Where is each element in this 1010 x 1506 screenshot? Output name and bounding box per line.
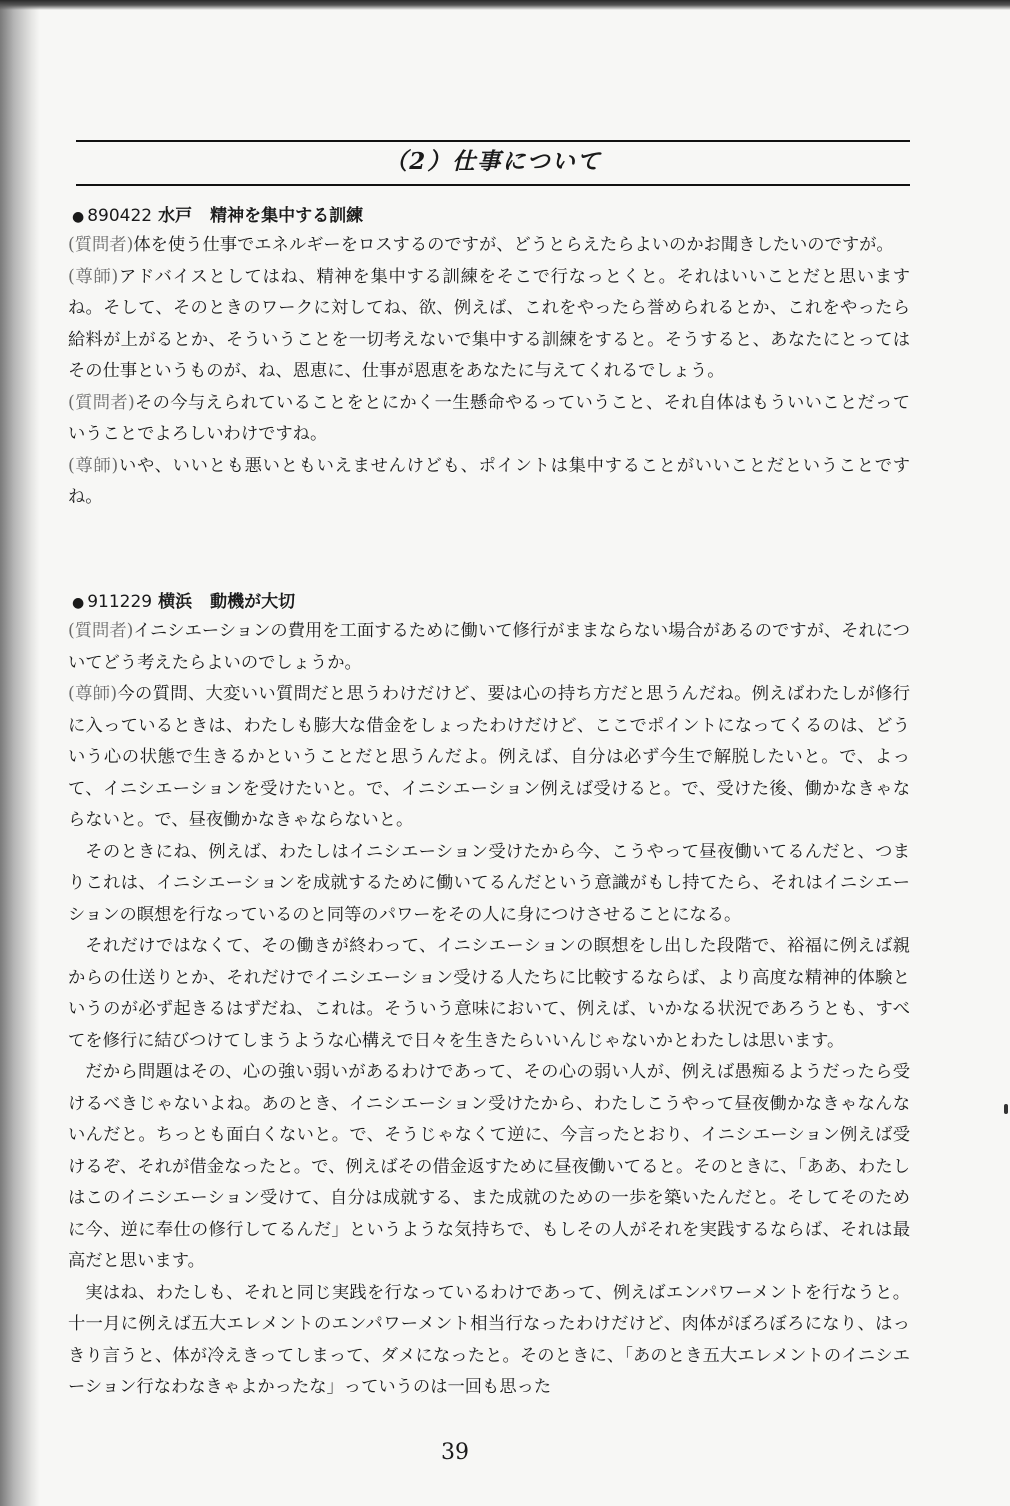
entry-911229 xyxy=(68,588,910,1404)
speaker-label: (質問者) xyxy=(68,235,134,255)
title-rule-bottom xyxy=(76,184,910,186)
scan-top-edge xyxy=(0,0,1010,10)
entry-890422 xyxy=(68,202,910,514)
speaker-label: (質問者) xyxy=(68,621,134,641)
scan-speck xyxy=(1004,1104,1008,1114)
dialogue-paragraph xyxy=(68,616,910,679)
entry-header xyxy=(72,202,910,230)
body-paragraph: そのときにね、例えば、わたしはイニシエーション受けたから今、こうやって昼夜働いてるんだと、つまりこれは、イニシエーションを成就するために働いてるんだという意識がもし持てたら、それはイニシエーションの瞑想を行なっているのと同等のパワーをその人に身につけさせることになる。 xyxy=(68,841,910,925)
paragraph-text: アドバイスとしてはね、精神を集中する訓練をそこで行なっとくと。それはいいことだと思いますね。そして、そのときのワークに対してね、欲、例えば、これをやったら誉められるとか、これをやったら給料が上がるとか、そういうことを一切考えないで集中する訓練をすると。そうすると、あなたにとってはその仕事というものが、ね、恩恵に、仕事が恩恵をあなたに与えてくれるでしょう。 xyxy=(68,266,911,381)
paragraph-text: その今与えられていることをとにかく一生懸命やるっていうこと、それ自体はもういいことだっていうことでよろしいわけですね。 xyxy=(68,392,910,444)
entry-date: 911229 xyxy=(87,592,153,612)
entry-header xyxy=(72,588,910,616)
bullet-icon: ● xyxy=(72,595,85,611)
entry-location: 横浜 xyxy=(158,592,193,612)
binding-shadow xyxy=(0,0,40,1506)
dialogue-paragraph xyxy=(68,451,910,514)
speaker-label: (尊師) xyxy=(68,455,119,476)
entry-title: 動機が大切 xyxy=(210,592,296,612)
paragraph-text: 今の質問、大変いい質問だと思うわけだけど、要は心の持ち方だと思うんだね。例えばわたしが修行に入っているときは、わたしも膨大な借金をしょったわけだけど、ここでポイントになってくるのは、どういう心の状態で生きるかということだと思うんだよ。例えば、自分は必ず今生で解脱したいと。で、よって、イニシエーションを受けたいと。で、イニシエーション例えば受けると。で、受けた後、働かなきゃならないと。で、昼夜働かなきゃならないと。 xyxy=(68,684,911,830)
dialogue-paragraph xyxy=(68,679,910,837)
body-paragraph: だから問題はその、心の強い弱いがあるわけであって、その心の弱い人が、例えば愚痴るようだったら受けるべきじゃないよね。あのとき、イニシエーション受けたから、わたしこうやって昼夜働かなきゃなんないんだと。ちっとも面白くないと。で、そうじゃなくて逆に、今言ったとおり、イニシエーション例えば受けるぞ、それが借金なったと。で、例えばその借金返すために昼夜働いてると。そのときに、「ああ、わたしはこのイニシエーション受けて、自分は成就する、また成就のための一歩を築いたんだと。そしてそのために今、逆に奉仕の修行してるんだ」というような気持ちで、もしその人がそれを実践するならば、それは最高だと思います。 xyxy=(68,1062,910,1271)
speaker-label: (尊師) xyxy=(68,266,119,287)
bullet-icon: ● xyxy=(72,209,85,225)
speaker-label: (質問者) xyxy=(68,392,135,413)
dialogue-paragraph xyxy=(68,388,910,451)
dialogue-paragraph xyxy=(68,230,910,262)
paragraph-text: 体を使う仕事でエネルギーをロスするのですが、どうとらえたらよいのかお聞きしたいのですが。 xyxy=(133,235,894,255)
paragraph-text: いや、いいとも悪いともいえませんけども、ポイントは集中することがいいことだということですね。 xyxy=(68,455,911,507)
page-number: 39 xyxy=(441,1440,469,1465)
entry-location: 水戸 xyxy=(158,206,193,226)
entry-title: 精神を集中する訓練 xyxy=(210,206,364,226)
body-paragraph: それだけではなくて、その働きが終わって、イニシエーションの瞑想をし出した段階で、裕福に例えば親からの仕送りとか、それだけでイニシエーション受ける人たちに比較するならば、より高度な精神的体験というのが必ず起きるはずだね、これは。そういう意味において、例えば、いかなる状況であろうとも、すべてを修行に結びつけてしまうような心構えで日々を生きたらいいんじゃないかとわたしは思います。 xyxy=(68,936,910,1051)
body-paragraph: 実はね、わたしも、それと同じ実践を行なっているわけであって、例えばエンパワーメントを行なうと。十一月に例えば五大エレメントのエンパワーメント相当行なったわけだけど、肉体がぼろぼろになり、はっきり言うと、体が冷えきってしまって、ダメになったと。そのときに、「あのとき五大エレメントのイニシエーション行なわなきゃよかったな」っていうのは一回も思った xyxy=(68,1282,910,1397)
speaker-label: (尊師) xyxy=(68,684,118,704)
dialogue-paragraph xyxy=(68,262,910,388)
entry-date: 890422 xyxy=(87,206,153,226)
section-title: （2）仕事について xyxy=(384,148,602,175)
paragraph-text: イニシエーションの費用を工面するために働いて修行がままならない場合があるのですが、それについてどう考えたらよいのでしょうか。 xyxy=(68,621,910,673)
